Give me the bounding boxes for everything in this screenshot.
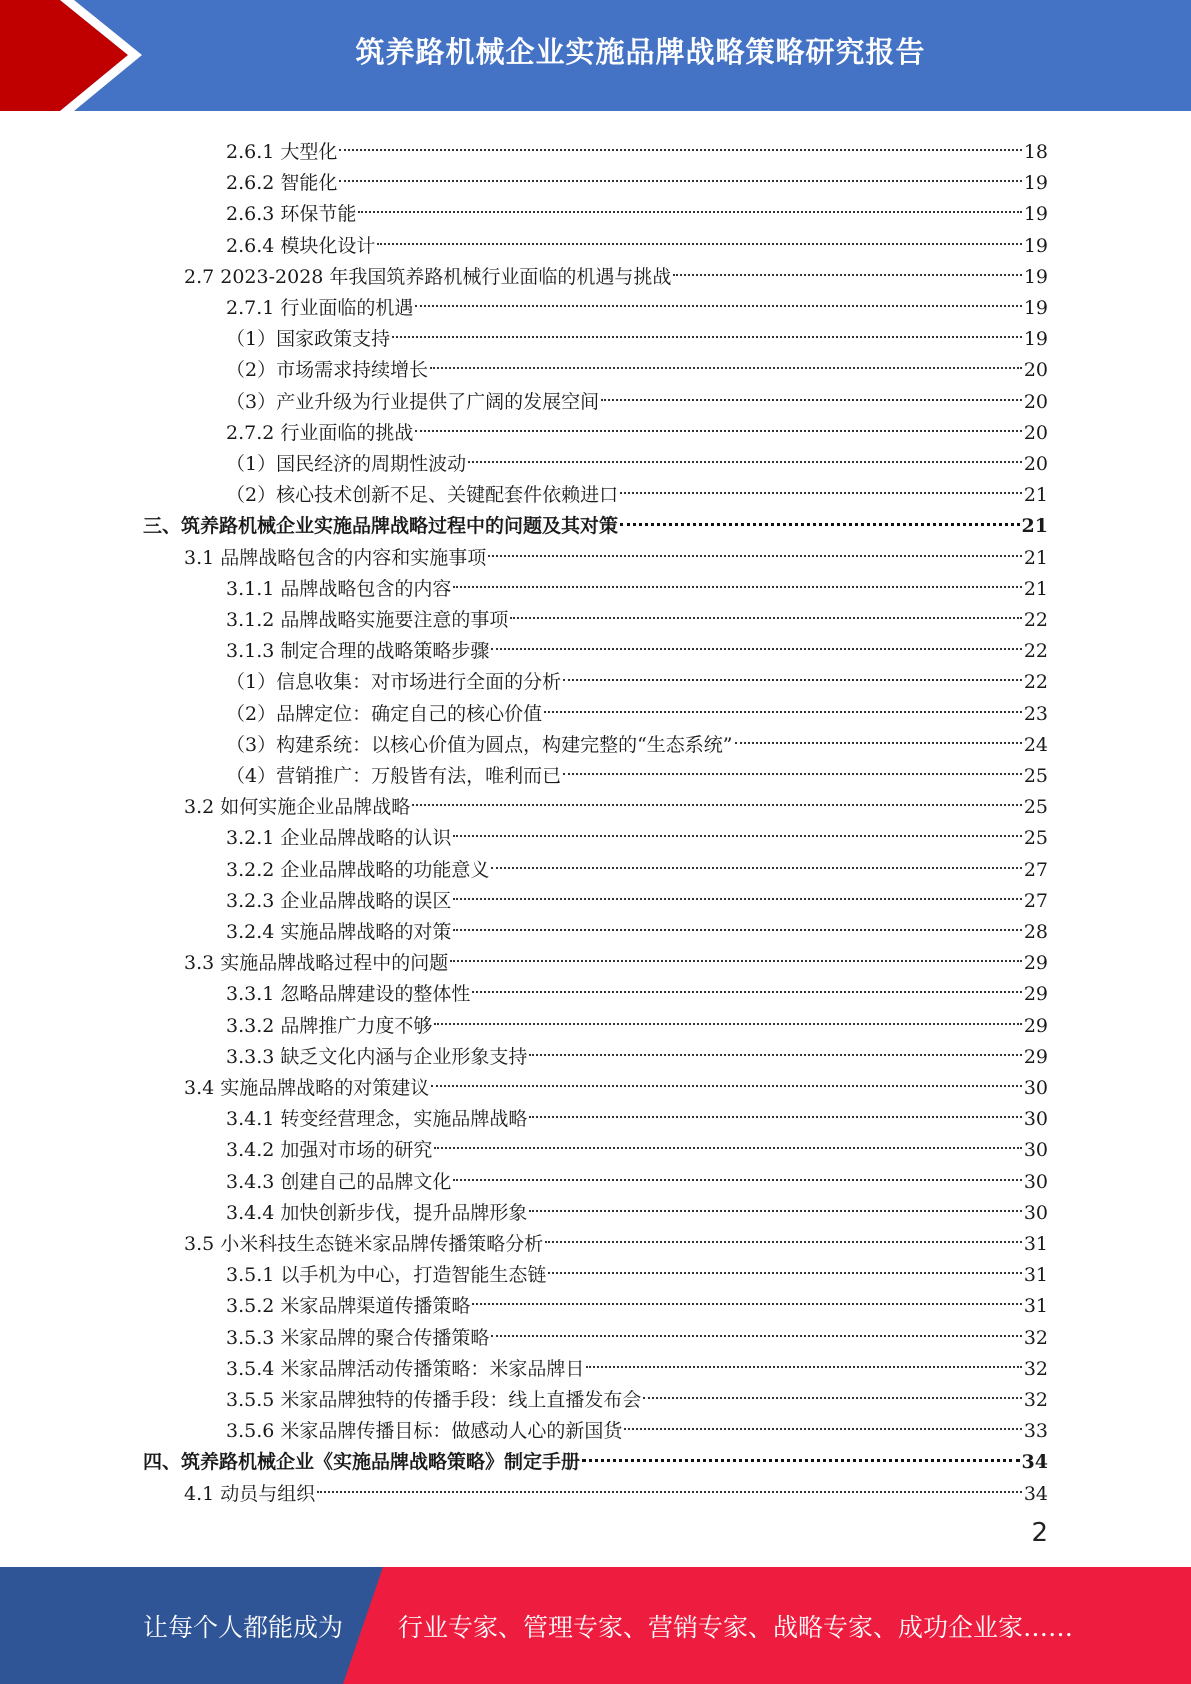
toc-entry-page: 29 [1023,1014,1048,1037]
toc-entry-title: 3.2.1 企业品牌战略的认识 [226,827,452,850]
toc-entry-title: 2.6.1 大型化 [226,141,338,163]
toc-dot-leader [377,221,1021,252]
toc-entry-title: 3.1 品牌战略包含的内容和实施事项 [184,546,487,569]
toc-dot-leader [358,189,1021,220]
toc-entry-page: 25 [1023,765,1048,787]
toc-entry-page: 31 [1023,1264,1048,1287]
toc-dot-leader [434,1125,1021,1156]
toc-dot-leader [434,1001,1021,1032]
toc-entry-title: 3.5.4 米家品牌活动传播策略：米家品牌日 [226,1357,585,1380]
toc-entry-title: 3.1.2 品牌战略实施要注意的事项 [226,609,509,631]
toc-entry-page: 32 [1023,1357,1048,1380]
toc-dot-leader [529,1094,1021,1125]
toc-entry-title: 4.1 动员与组织 [184,1482,316,1505]
toc-entry-title: （4）营销推广：万般皆有法，唯利而已 [226,765,562,787]
toc-entry[interactable] [226,1094,1048,1131]
toc-entry-title: 2.6.3 环保节能 [226,203,357,226]
toc-entry-title: 3.1.1 品牌战略包含的内容 [226,577,452,600]
toc-entry-page: 21 [1023,546,1048,569]
toc-entry-title: 3.2.4 实施品牌战略的对策 [226,921,452,943]
toc-dot-leader [563,657,1022,688]
toc-entry-page: 19 [1023,297,1048,319]
toc-entry-title: 3.5.6 米家品牌传播目标：做感动人心的新国货 [226,1420,623,1443]
toc-dot-leader [643,1375,1021,1406]
toc-entry-title: 2.6.2 智能化 [226,172,338,195]
toc-entry-page: 19 [1023,265,1048,288]
toc-entry-page: 22 [1023,671,1048,694]
toc-entry-page: 31 [1023,1233,1048,1255]
toc-dot-leader [548,1250,1021,1281]
toc-entry[interactable] [226,439,1048,475]
toc-entry[interactable] [226,408,1048,444]
toc-entry[interactable] [226,657,1048,694]
toc-entry[interactable] [184,252,1048,288]
toc-entry[interactable] [226,1406,1048,1443]
toc-entry[interactable] [226,813,1048,850]
toc-dot-leader [412,782,1022,813]
toc-entry[interactable] [226,720,1048,756]
toc-entry-page: 27 [1023,889,1048,912]
toc-entry[interactable] [226,1032,1048,1068]
toc-entry-title: （2）核心技术创新不足、关键配套件依赖进口 [226,484,619,507]
toc-entry[interactable] [226,969,1048,1006]
toc-entry-title: 3.3 实施品牌战略过程中的问题 [184,952,449,975]
toc-dot-leader [430,345,1022,376]
toc-dot-leader [472,1281,1021,1312]
page-number: 2 [1031,1518,1048,1548]
toc-entry[interactable] [184,1063,1048,1099]
toc-entry-page: 30 [1023,1077,1048,1099]
toc-dot-leader [491,626,1021,657]
toc-entry[interactable] [226,626,1048,663]
toc-entry[interactable] [184,1219,1048,1255]
toc-entry-page: 20 [1023,390,1048,413]
toc-entry[interactable] [226,314,1048,351]
toc-entry-title: 3.5.2 米家品牌渠道传播策略 [226,1295,471,1318]
toc-entry[interactable] [226,751,1048,787]
toc-entry-title: （3）构建系统：以核心价值为圆点，构建完整的“生态系统” [226,733,733,756]
toc-entry-title: 3.5.1 以手机为中心，打造智能生态链 [226,1264,547,1287]
toc-dot-leader [468,439,1022,470]
toc-entry-title: 2.7.1 行业面临的机遇 [226,297,414,319]
toc-entry[interactable] [226,1375,1048,1411]
toc-entry-title: 2.7 2023-2028 年我国筑养路机械行业面临的机遇与挑战 [184,265,672,288]
toc-entry-page: 25 [1023,827,1048,850]
toc-entry-title: 3.2.2 企业品牌战略的功能意义 [226,858,490,881]
toc-entry-page: 19 [1023,328,1048,351]
toc-entry-page: 29 [1023,1045,1048,1068]
toc-entry[interactable] [226,1125,1048,1162]
toc-entry[interactable] [143,1437,1048,1474]
toc-entry-page: 20 [1023,421,1048,444]
toc-entry[interactable] [226,283,1048,319]
toc-entry[interactable] [226,221,1048,257]
toc-dot-leader [735,720,1022,751]
toc-entry-page: 31 [1023,1295,1048,1318]
toc-entry[interactable] [226,377,1048,413]
toc-entry[interactable] [184,938,1048,975]
toc-entry-page: 30 [1023,1201,1048,1224]
toc-entry[interactable] [226,127,1048,163]
toc-dot-leader [488,533,1022,564]
toc-entry-page: 19 [1023,172,1048,195]
toc-dot-leader [491,845,1021,876]
toc-entry-page: 30 [1023,1108,1048,1131]
toc-entry-page: 22 [1023,609,1048,631]
toc-entry[interactable] [184,782,1048,819]
toc-entry-page: 25 [1023,796,1048,819]
toc-entry-title: 3.4 实施品牌战略的对策建议 [184,1077,430,1099]
toc-dot-leader [544,689,1022,720]
toc-entry-page: 34 [1023,1482,1048,1505]
toc-entry[interactable] [226,564,1048,600]
toc-entry-title: 3.4.4 加快创新步伐，提升品牌形象 [226,1201,528,1224]
toc-entry-page: 19 [1023,203,1048,226]
toc-entry-page: 30 [1023,1170,1048,1193]
toc-entry-title: （2）市场需求持续增长 [226,359,429,382]
toc-entry[interactable] [184,1469,1048,1505]
toc-entry[interactable] [226,1157,1048,1193]
page-footer [0,1567,1191,1684]
toc-dot-leader [529,1032,1021,1063]
toc-dot-leader [563,751,1022,782]
toc-entry-page: 21 [1021,515,1048,538]
toc-dot-leader [624,1406,1021,1437]
toc-entry-page: 22 [1023,640,1048,663]
toc-entry-page: 32 [1023,1326,1048,1349]
toc-entry-title: 3.1.3 制定合理的战略策略步骤 [226,640,490,663]
toc-dot-leader [392,314,1022,345]
page-header [0,0,1191,111]
toc-dot-leader [453,907,1021,938]
toc-entry[interactable] [184,533,1048,569]
toc-entry-title: 3.4.1 转变经营理念，实施品牌战略 [226,1108,528,1131]
toc-dot-leader [472,969,1021,1000]
toc-entry[interactable] [226,345,1048,382]
toc-entry-title: 三、筑养路机械企业实施品牌战略过程中的问题及其对策 [143,515,619,538]
toc-dot-leader [620,501,1020,532]
toc-entry[interactable] [226,189,1048,226]
toc-entry-title: （1）信息收集：对市场进行全面的分析 [226,671,562,694]
toc-dot-leader [431,1063,1022,1094]
toc-dot-leader [582,1437,1020,1468]
toc-entry-page: 21 [1023,577,1048,600]
toc-entry-title: 四、筑养路机械企业《实施品牌战略策略》制定手册 [143,1451,581,1474]
toc-entry-page: 20 [1023,453,1048,475]
toc-entry[interactable] [143,501,1048,538]
toc-dot-leader [545,1219,1022,1250]
toc-dot-leader [453,813,1021,844]
toc-dot-leader [673,252,1021,283]
toc-dot-leader [453,876,1021,907]
footer-slogan-right: 行业专家、管理专家、营销专家、战略专家、成功企业家…… [398,1612,1074,1642]
toc-entry-title: 3.5.3 米家品牌的聚合传播策略 [226,1326,490,1349]
toc-entry-title: 3.3.2 品牌推广力度不够 [226,1014,433,1037]
footer-slogan-left: 让每个人都能成为 [143,1612,344,1642]
toc-entry[interactable] [226,1250,1048,1287]
toc-entry-title: 3.4.3 创建自己的品牌文化 [226,1170,452,1193]
toc-dot-leader [415,283,1021,314]
toc-entry-page: 34 [1021,1451,1048,1474]
document-title: 筑养路机械企业实施品牌战略策略研究报告 [355,34,926,69]
toc-entry-page: 28 [1023,921,1048,943]
toc-entry-page: 29 [1023,983,1048,1006]
toc-dot-leader [339,158,1021,189]
toc-dot-leader [453,1157,1021,1188]
toc-entry-title: 3.2.3 企业品牌战略的误区 [226,889,452,912]
toc-entry[interactable] [226,907,1048,943]
toc-entry-title: （1）国民经济的周期性波动 [226,453,467,475]
toc-entry-title: 3.5 小米科技生态链米家品牌传播策略分析 [184,1233,544,1255]
toc-dot-leader [450,938,1022,969]
toc-dot-leader [453,564,1021,595]
toc-entry[interactable] [226,470,1048,507]
toc-entry[interactable] [226,689,1048,725]
toc-entry-title: 3.3.3 缺乏文化内涵与企业形象支持 [226,1045,528,1068]
toc-entry-page: 32 [1023,1389,1048,1411]
toc-entry-page: 27 [1023,858,1048,881]
toc-dot-leader [529,1188,1021,1219]
toc-entry-title: 3.5.5 米家品牌独特的传播手段：线上直播发布会 [226,1389,642,1411]
toc-entry-title: 3.3.1 忽略品牌建设的整体性 [226,983,471,1006]
toc-entry-title: （3）产业升级为行业提供了广阔的发展空间 [226,390,600,413]
toc-dot-leader [339,127,1021,158]
toc-entry-page: 18 [1023,141,1048,163]
toc-entry[interactable] [226,876,1048,912]
toc-dot-leader [601,377,1022,408]
toc-entry-title: 3.4.2 加强对市场的研究 [226,1139,433,1162]
toc-entry[interactable] [226,1313,1048,1349]
toc-dot-leader [620,470,1022,501]
toc-entry-title: 3.2 如何实施企业品牌战略 [184,796,411,819]
toc-entry[interactable] [226,1344,1048,1380]
toc-entry[interactable] [226,595,1048,631]
toc-entry-page: 21 [1023,484,1048,507]
toc-dot-leader [317,1469,1022,1500]
toc-entry[interactable] [226,158,1048,195]
toc-entry-page: 29 [1023,952,1048,975]
toc-dot-leader [586,1344,1021,1375]
toc-entry-page: 24 [1023,733,1048,756]
toc-entry-title: （2）品牌定位：确定自己的核心价值 [226,702,543,725]
toc-entry[interactable] [226,1001,1048,1037]
toc-entry-title: 2.6.4 模块化设计 [226,234,376,257]
toc-entry-page: 33 [1023,1420,1048,1443]
toc-entry[interactable] [226,845,1048,881]
toc-dot-leader [491,1313,1021,1344]
header-chevron-decoration [0,0,160,111]
toc-entry-title: 2.7.2 行业面临的挑战 [226,421,414,444]
toc-entry-title: （1）国家政策支持 [226,328,391,351]
toc-entry-page: 20 [1023,359,1048,382]
toc-entry[interactable] [226,1188,1048,1224]
toc-entry-page: 19 [1023,234,1048,257]
toc-entry[interactable] [226,1281,1048,1318]
toc-entry-page: 23 [1023,702,1048,725]
toc-entry-page: 30 [1023,1139,1048,1162]
toc-dot-leader [510,595,1021,626]
toc-dot-leader [415,408,1021,439]
